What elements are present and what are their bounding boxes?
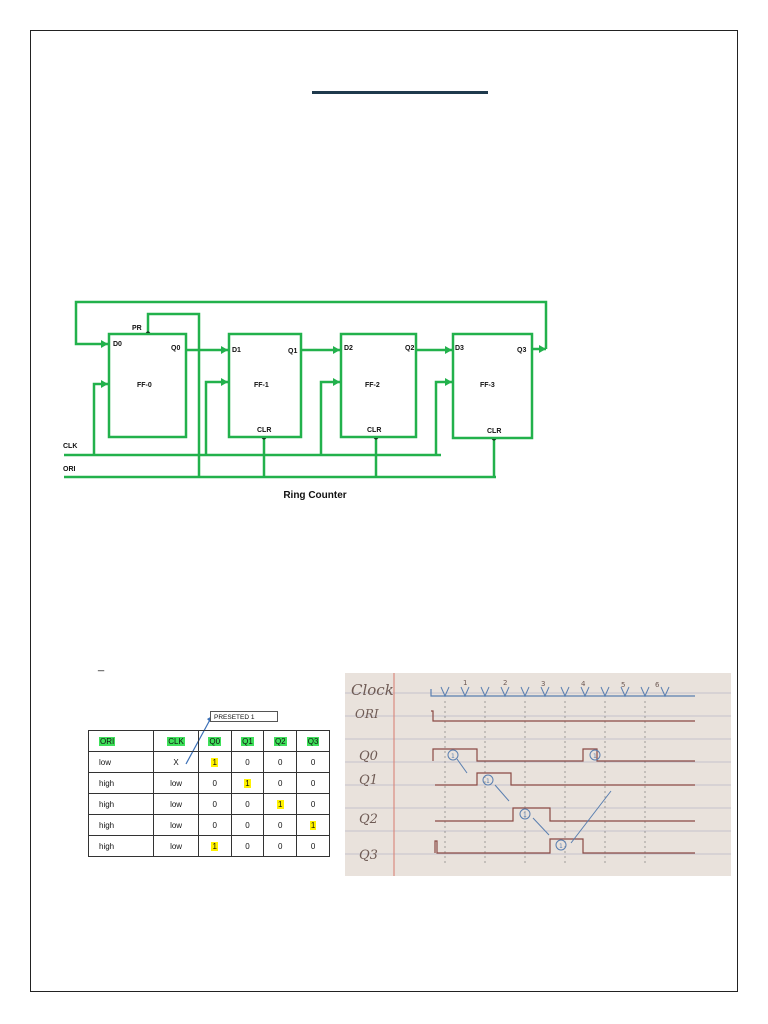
hw-circle-1: 1 [451,753,455,760]
d1-label: D1 [232,347,241,354]
table-row: high low 1 0 0 0 [89,836,330,857]
hw-clock-label: Clock [351,681,394,699]
clr3-label: CLR [487,428,502,435]
d0-label: D0 [113,341,122,348]
d3-label: D3 [455,345,464,352]
table-row: high low 0 1 0 0 [89,773,330,794]
header-ori: ORI [100,736,115,746]
table-row: high low 0 0 0 1 [89,815,330,836]
q3-label: Q3 [517,347,527,354]
ori-label: ORI [63,466,76,473]
hw-q1-label: Q1 [359,773,378,788]
hw-ori-label: ORI [355,707,379,721]
pulse-4: 4 [581,680,586,688]
table-row: high low 0 0 1 0 [89,794,330,815]
hw-circle-2: 1 [486,778,490,785]
q1-label: Q1 [288,348,298,355]
ff2-label: FF-2 [365,382,380,389]
pulse-5: 5 [621,681,626,689]
ff3-label: FF-3 [480,382,495,389]
pulse-2: 2 [503,679,508,687]
pulse-3: 3 [541,680,546,688]
hw-circle-3: 1 [523,812,527,819]
pulse-6: 6 [655,681,660,689]
header-q0: Q0 [209,736,221,746]
hw-circle-4: 1 [559,843,563,850]
hw-q2-label: Q2 [359,812,378,827]
q0-label: Q0 [171,345,181,352]
handwritten-timing-diagram [345,673,731,876]
table-row: low X 1 0 0 0 [89,752,330,773]
ff1-label: FF-1 [254,382,269,389]
hw-circle-5: 1 [593,753,597,760]
header-clk: CLK [168,736,184,746]
pr-label: PR [132,325,142,332]
header-q2: Q2 [274,736,286,746]
ff0-label: FF-0 [137,382,152,389]
table-header-row [89,731,330,752]
d2-label: D2 [344,345,353,352]
ring-counter-diagram [56,286,574,506]
q2-label: Q2 [405,345,415,352]
clr1-label: CLR [257,427,272,434]
truth-table [88,730,330,857]
hw-q0-label: Q0 [359,749,378,764]
header-q1: Q1 [242,736,253,746]
header-q3: Q3 [307,736,319,746]
clr2-label: CLR [367,427,382,434]
preset-callout: PRESETED 1 [210,711,278,722]
hw-q3-label: Q3 [359,848,378,863]
diagram-caption: Ring Counter [283,490,347,501]
overbar-mark: _ [98,660,105,672]
pulse-1: 1 [463,679,468,687]
title-underline [312,91,488,94]
clk-label: CLK [63,443,78,450]
